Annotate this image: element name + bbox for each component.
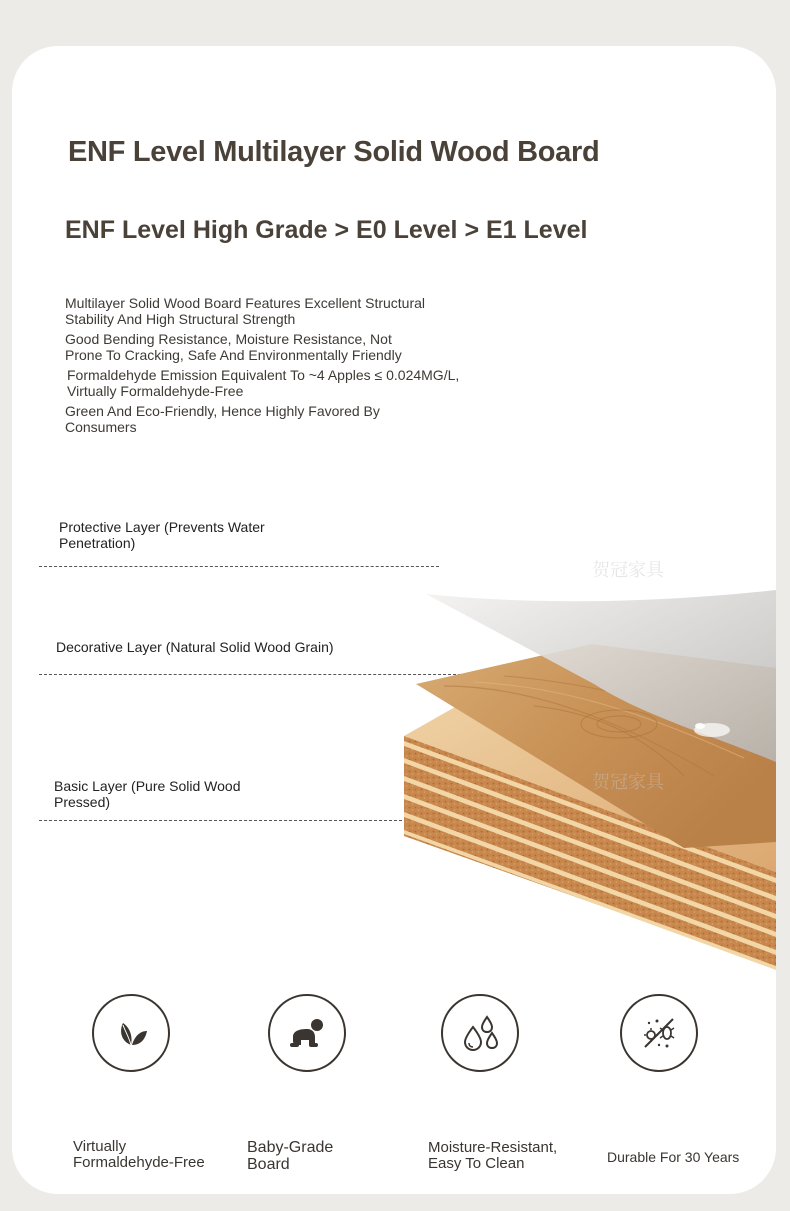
feature-icons-row <box>12 992 776 1173</box>
feature-item: Formaldehyde Emission Equivalent To ~4 Apples ≤ 0.024MG/L, Virtually Formaldehyde-Free <box>67 367 460 399</box>
baby-icon <box>268 994 346 1072</box>
icon-label: Moisture-Resistant, Easy To Clean <box>428 1139 558 1172</box>
layered-board-illustration <box>384 536 776 976</box>
feature-list <box>65 296 485 440</box>
page-title: ENF Level Multilayer Solid Wood Board <box>68 136 600 168</box>
feature-item: Good Bending Resistance, Moisture Resistance, Not Prone To Cracking, Safe And Environmentally Friendly <box>65 331 402 363</box>
basic-layer-leader <box>39 820 417 821</box>
water-drops-icon <box>441 994 519 1072</box>
grade-subtitle: ENF Level High Grade > E0 Level > E1 Level <box>65 216 588 244</box>
watermark-text: 贺冠家具 <box>592 772 664 792</box>
icon-label: Durable For 30 Years <box>607 1149 740 1165</box>
watermark-text: 贺冠家具 <box>592 560 664 580</box>
protective-layer-label: Protective Layer (Prevents Water Penetration) <box>59 519 265 551</box>
basic-layer-label: Basic Layer (Pure Solid Wood Pressed) <box>54 778 241 810</box>
decorative-layer-label: Decorative Layer (Natural Solid Wood Grain) <box>56 639 334 655</box>
feature-item: Green And Eco-Friendly, Hence Highly Favored By Consumers <box>65 403 380 435</box>
product-card <box>12 46 776 1194</box>
icon-label: Virtually Formaldehyde-Free <box>73 1138 205 1171</box>
icon-label: Baby-Grade Board <box>247 1139 334 1173</box>
leaf-icon <box>92 994 170 1072</box>
protective-layer-leader <box>39 566 439 567</box>
anti-bacteria-icon <box>620 994 698 1072</box>
feature-item: Multilayer Solid Wood Board Features Excellent Structural Stability And High Structural Strength <box>65 295 426 327</box>
